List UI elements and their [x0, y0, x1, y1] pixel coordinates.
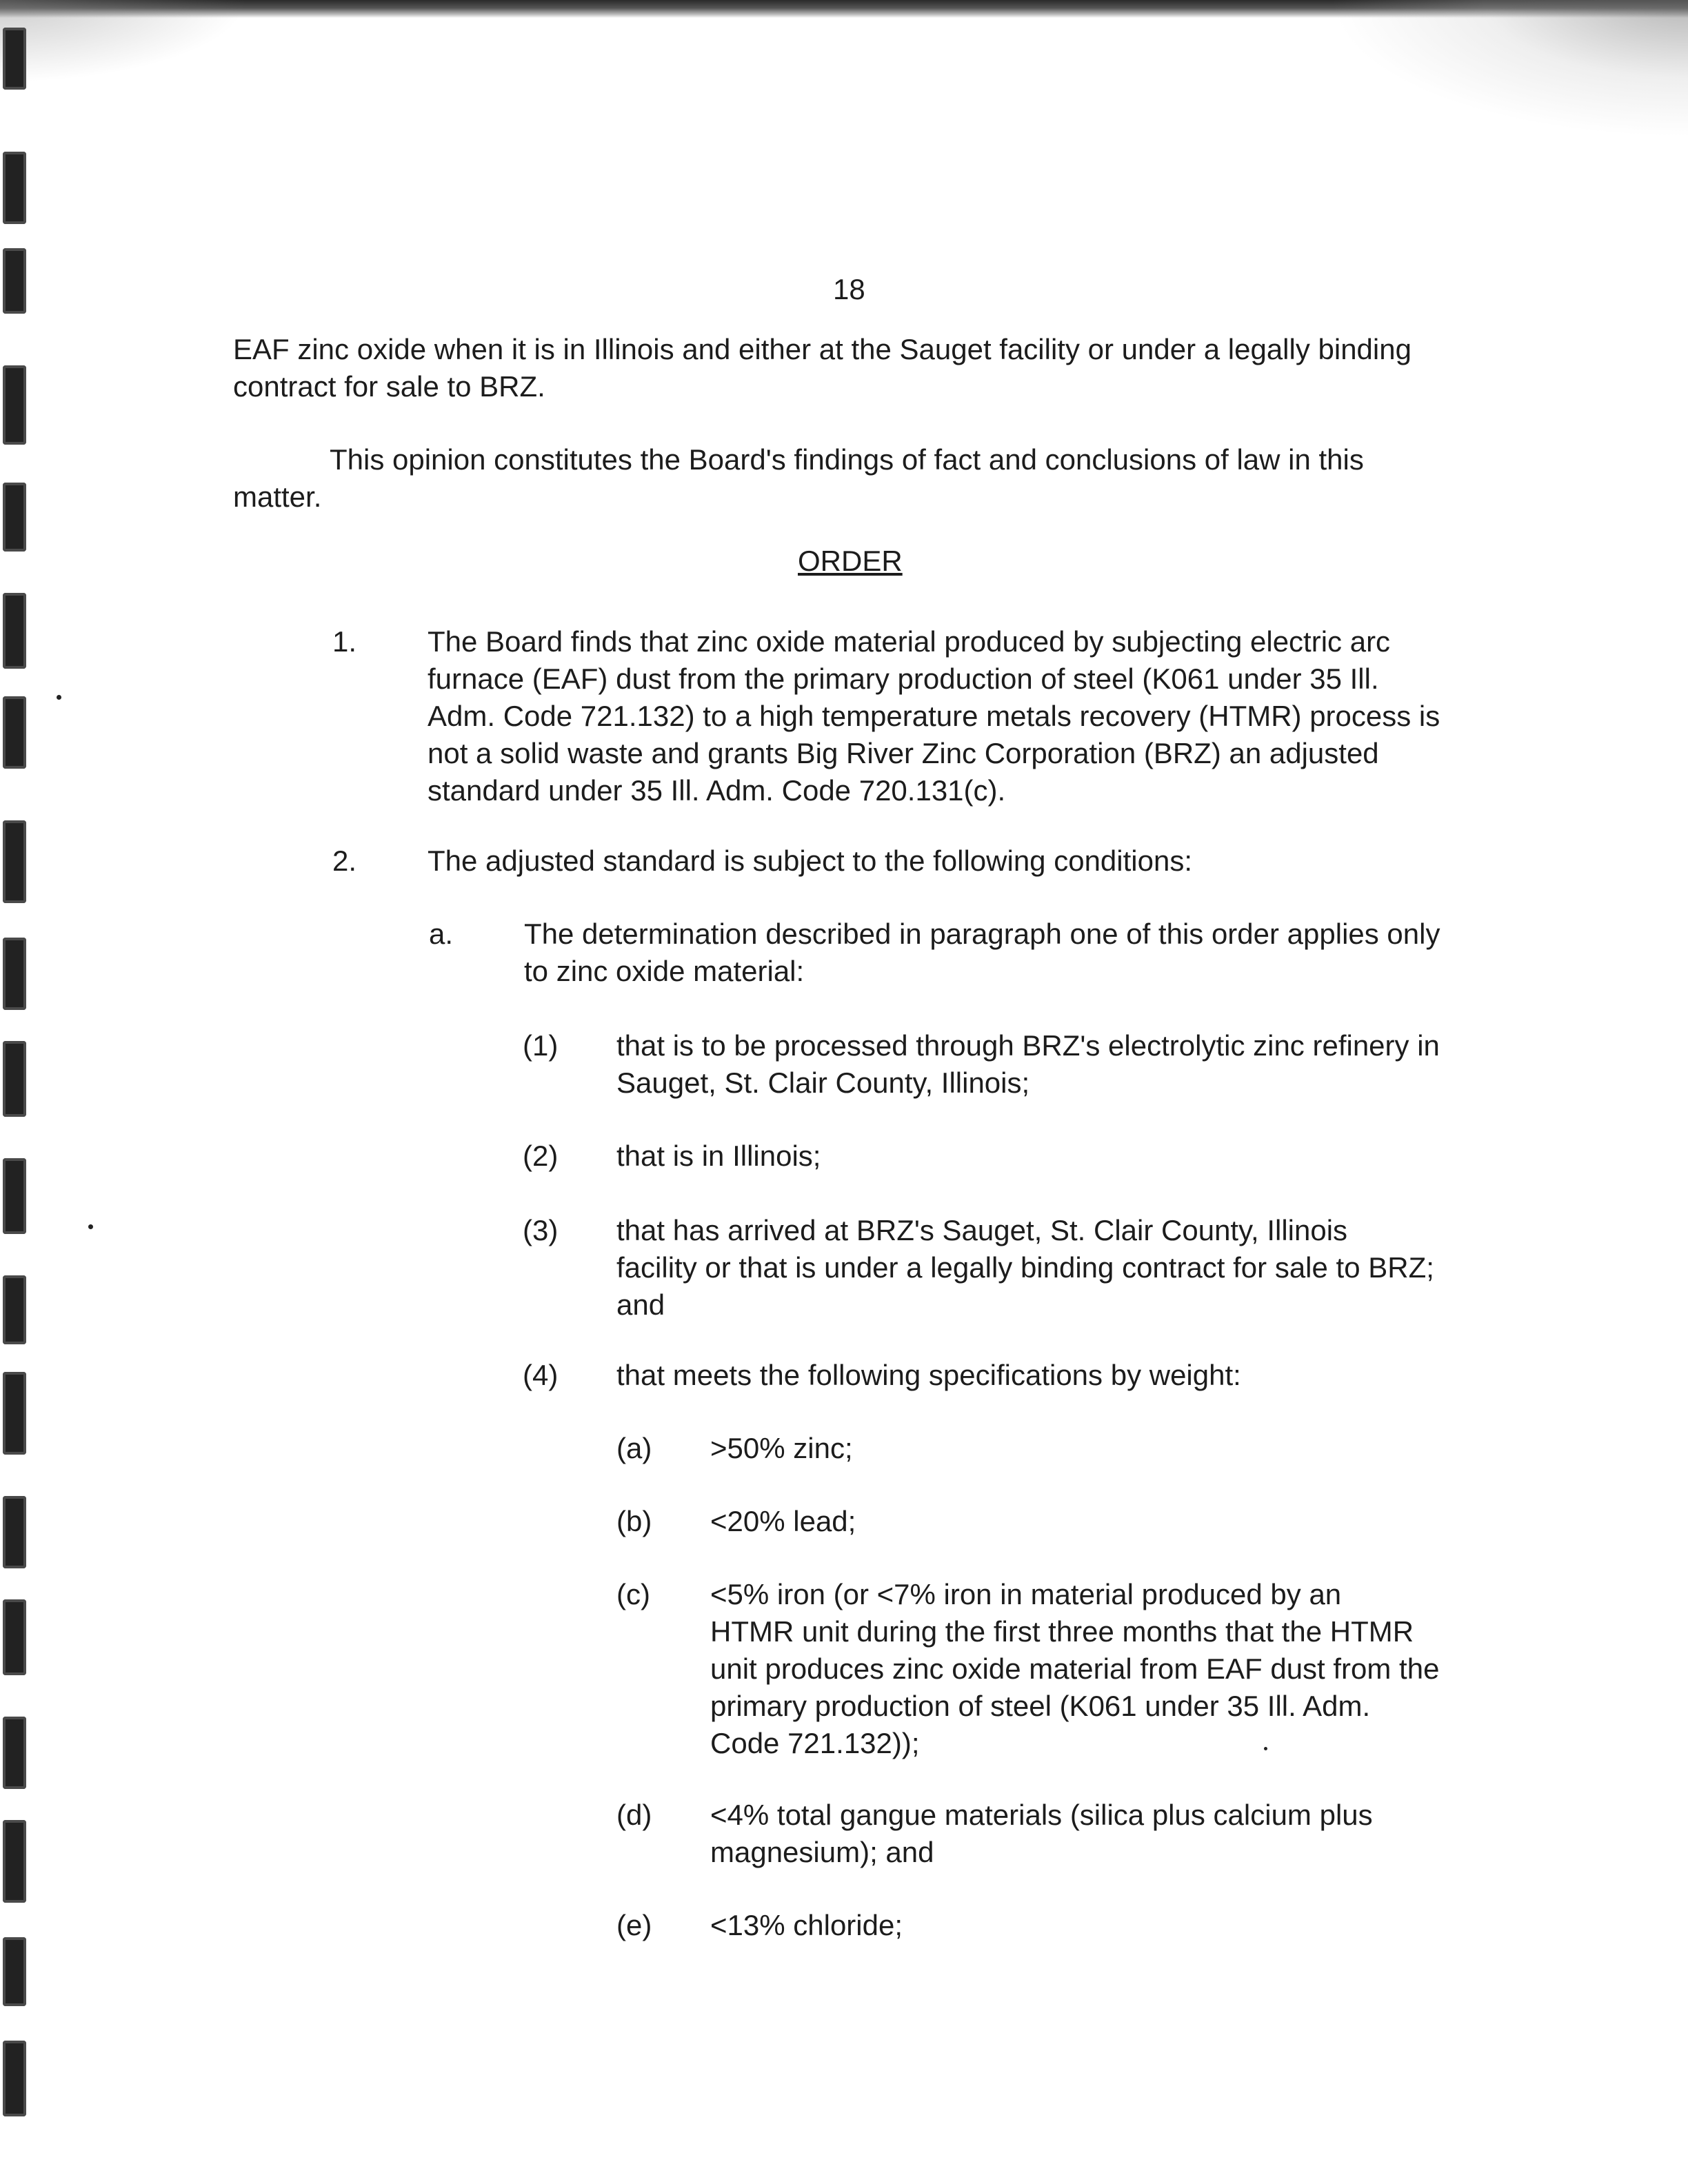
subcondition-number: (1) [523, 1029, 559, 1062]
condition-line: The determination described in paragraph one of this order applies only [524, 918, 1440, 950]
spec-line: Code 721.132)); [710, 1727, 920, 1759]
binder-hole [3, 1599, 26, 1675]
item-line: The adjusted standard is subject to the following conditions: [428, 845, 1193, 877]
binder-hole [3, 28, 26, 90]
spec-line: HTMR unit during the first three months that the HTMR [710, 1615, 1414, 1648]
binder-hole [3, 1158, 26, 1234]
spec-letter: (d) [616, 1799, 652, 1831]
opinion-line: This opinion constitutes the Board's findings of fact and conclusions of law in this [330, 443, 1364, 476]
spec-line: magnesium); and [710, 1836, 934, 1868]
spec-letter: (e) [616, 1909, 652, 1941]
spec-line: <5% iron (or <7% iron in material produced by an [710, 1578, 1342, 1610]
spec-line: <13% chloride; [710, 1909, 903, 1941]
binder-hole [3, 1937, 26, 2006]
order-heading: ORDER [798, 545, 903, 577]
binder-hole [3, 1041, 26, 1117]
binder-holes [0, 0, 34, 2184]
subcondition-line: that is to be processed through BRZ's electrolytic zinc refinery in [616, 1029, 1440, 1062]
subcondition-line: Sauget, St. Clair County, Illinois; [616, 1066, 1030, 1099]
binder-hole [3, 820, 26, 903]
scan-speck [57, 695, 61, 700]
spec-letter: (c) [616, 1578, 650, 1610]
binder-hole [3, 1496, 26, 1568]
subcondition-line: that is in Illinois; [616, 1140, 821, 1172]
spec-line: primary production of steel (K061 under 35 Ill. Adm. [710, 1690, 1371, 1722]
binder-hole [3, 593, 26, 669]
scan-speck [88, 1224, 93, 1229]
item-line: not a solid waste and grants Big River Zinc Corporation (BRZ) an adjusted [428, 737, 1379, 769]
binder-hole [3, 1717, 26, 1789]
binder-hole [3, 152, 26, 224]
item-line: standard under 35 Ill. Adm. Code 720.131(c). [428, 774, 1006, 807]
subcondition-number: (3) [523, 1214, 559, 1246]
binder-hole [3, 483, 26, 552]
item-line: furnace (EAF) dust from the primary production of steel (K061 under 35 Ill. [428, 663, 1379, 695]
scan-speck [1264, 1747, 1267, 1750]
subcondition-number: (4) [523, 1359, 559, 1391]
item-number: 1. [332, 625, 357, 658]
item-line: The Board finds that zinc oxide material produced by subjecting electric arc [428, 625, 1391, 658]
item-line: Adm. Code 721.132) to a high temperature metals recovery (HTMR) process is [428, 700, 1440, 732]
spec-line: >50% zinc; [710, 1432, 853, 1464]
binder-hole [3, 1820, 26, 1903]
spec-letter: (b) [616, 1505, 652, 1537]
spec-line: unit produces zinc oxide material from EAF dust from the [710, 1652, 1440, 1685]
continuation-line: EAF zinc oxide when it is in Illinois and either at the Sauget facility or under a legally binding [233, 333, 1411, 365]
binder-hole [3, 365, 26, 445]
page-number: 18 [833, 273, 865, 305]
binder-hole [3, 1372, 26, 1455]
subcondition-line: that has arrived at BRZ's Sauget, St. Clair County, Illinois [616, 1214, 1348, 1246]
spec-line: <20% lead; [710, 1505, 856, 1537]
subcondition-line: and [616, 1288, 665, 1321]
subcondition-line: facility or that is under a legally binding contract for sale to BRZ; [616, 1251, 1434, 1284]
binder-hole [3, 1275, 26, 1344]
condition-line: to zinc oxide material: [524, 955, 805, 987]
subcondition-line: that meets the following specifications by weight: [616, 1359, 1241, 1391]
scan-corner-shadow-left [0, 0, 248, 83]
binder-hole [3, 2041, 26, 2116]
condition-letter: a. [429, 918, 454, 950]
spec-letter: (a) [616, 1432, 652, 1464]
continuation-line: contract for sale to BRZ. [233, 370, 545, 403]
subcondition-number: (2) [523, 1140, 559, 1172]
spec-line: <4% total gangue materials (silica plus calcium plus [710, 1799, 1373, 1831]
scan-corner-shadow-right [1329, 0, 1688, 138]
binder-hole [3, 248, 26, 314]
opinion-line: matter. [233, 481, 322, 513]
binder-hole [3, 938, 26, 1010]
binder-hole [3, 696, 26, 769]
item-number: 2. [332, 845, 357, 877]
